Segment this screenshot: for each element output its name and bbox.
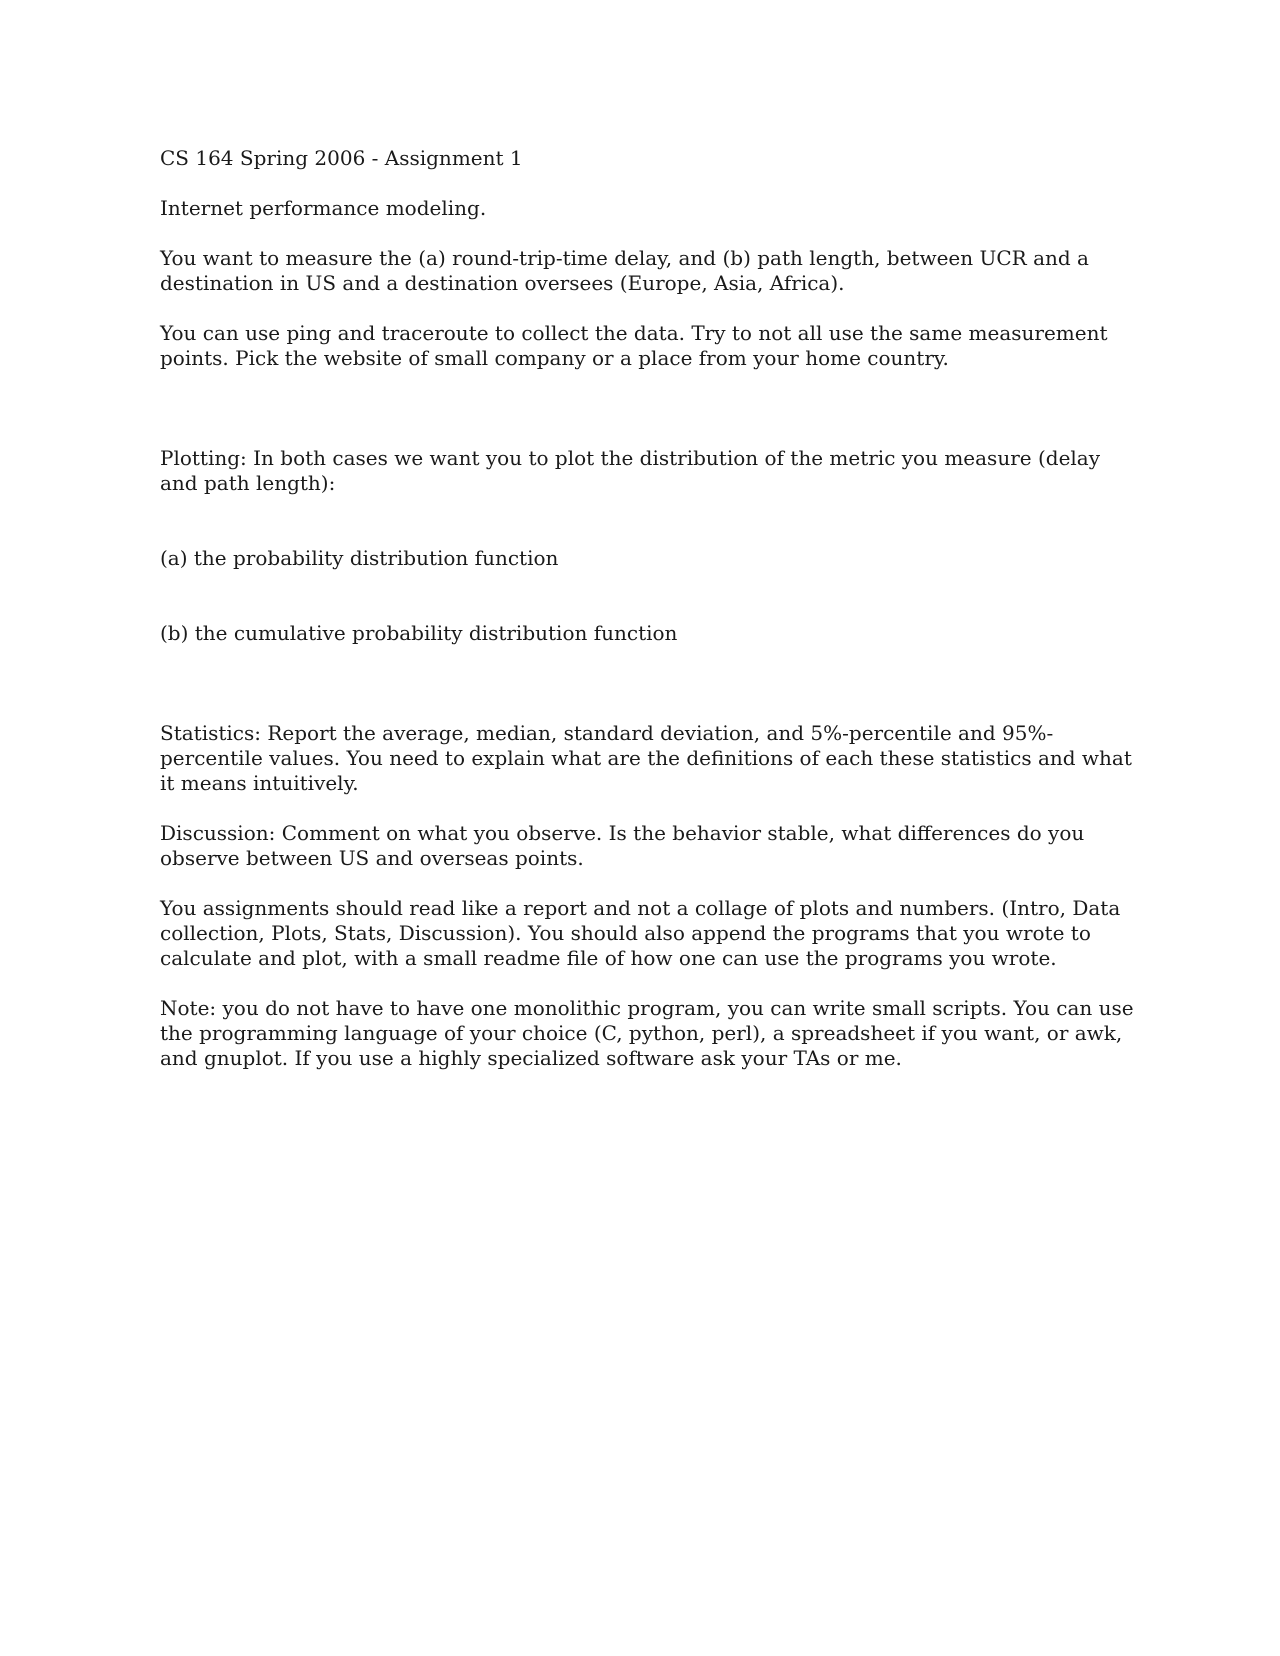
paragraph-report: You assignments should read like a report and not a collage of plots and numbers. (Intro, Data collection, Plots, Stats, Discussion). You should also append the programs that you wrote to calculate and plot, with a small readme file of how one can use the programs you wrote. [160,896,1127,970]
document-subtitle: Internet performance modeling. [160,196,487,220]
document-body [160,146,1140,1096]
plotting-intro: Plotting: In both cases we want you to plot the distribution of the metric you measure (delay and path length): [160,446,1107,495]
paragraph-discussion: Discussion: Comment on what you observe. Is the behavior stable, what differences do you observe between US and overseas points. [160,821,1091,870]
paragraph-measure: You want to measure the (a) round-trip-time delay, and (b) path length, between UCR and a destination in US and a destination oversees (Europe, Asia, Africa). [160,246,1096,295]
paragraph-tools: You can use ping and traceroute to collect the data. Try to not all use the same measurement points. Pick the website of small company or a place from your home country. [160,321,1114,370]
plotting-item-b: (b) the cumulative probability distribution function [160,621,678,645]
paragraph-note: Note: you do not have to have one monolithic program, you can write small scripts. You can use the programming language of your choice (C, python, perl), a spreadsheet if you want, or awk, and gnuplot. If you use a highly specialized software ask your TAs or me. [160,996,1140,1070]
paragraph-plotting [160,396,1140,696]
document-title: CS 164 Spring 2006 - Assignment 1 [160,146,523,170]
paragraph-statistics: Statistics: Report the average, median, standard deviation, and 5%-percentile and 95%-percentile values. You need to explain what are the definitions of each these statistics and what it means intuitively. [160,721,1139,795]
plotting-item-a: (a) the probability distribution function [160,546,559,570]
